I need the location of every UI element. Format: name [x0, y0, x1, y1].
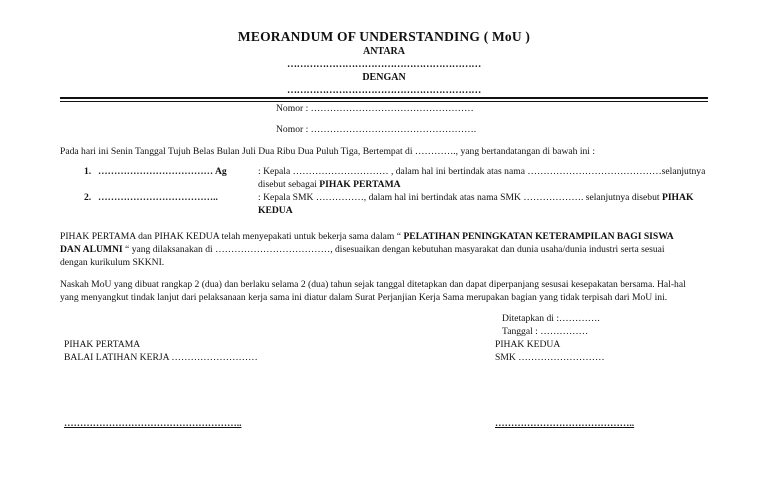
- header-rule-thin: [60, 101, 708, 102]
- para1-text: PIHAK PERTAMA dan PIHAK KEDUA telah menyepakati untuk bekerja sama dalam “: [60, 231, 404, 242]
- party2-name: ………………………………..: [98, 192, 218, 203]
- pihak-label: PIHAK: [661, 192, 694, 203]
- nomor-line-2: Nomor : …………………………………………….: [276, 124, 477, 135]
- antara-label: ANTARA: [362, 46, 406, 57]
- para2-line1: Naskah MoU yang dibuat rangkap 2 (dua) dan berlaku selama 2 (dua) tahun sejak tanggal ditetapkan dan dapat diperpanjang sesusai kesepakatan bersama. Hal-hal: [60, 279, 686, 290]
- intro-text: Pada hari ini Senin Tanggal Tujuh Belas Bulan Juli Dua Ribu Dua Puluh Tiga, Bertempat di …………., yang bertandatangan di bawah ini :: [60, 146, 596, 157]
- para1-mid-text: “ yang dilaksanakan di ………………………………, disesuaikan dengan kebutuhan masyarakat dan dunia usaha/dunia industri serta sesuai: [122, 244, 665, 255]
- dengan-label: DENGAN: [362, 72, 406, 83]
- program-name-2: DAN ALUMNI: [60, 244, 123, 255]
- party1-number: 1.: [84, 166, 92, 177]
- sign-left-line: ………………………………………………..: [64, 418, 242, 429]
- tanggal: Tanggal : ……………: [502, 326, 589, 337]
- sign-right-line: ……………………………………..: [495, 418, 635, 429]
- party2-desc-text: : Kepala SMK ……………, dalam hal ini bertindak atas nama SMK ………………. selanjutnya disebut: [258, 192, 662, 203]
- sign-left-title: PIHAK PERTAMA: [64, 339, 141, 350]
- ditetapkan-di: Ditetapkan di :………….: [502, 313, 600, 324]
- nomor-line-1: Nomor : ……………………………………………: [276, 103, 474, 114]
- header-rule-thick: [60, 97, 708, 99]
- para2-line2: yang menyangkut tindak lanjut dari pelaksanaan kerja sama ini diatur dalam Surat Perjanjian Kerja Sama merupakan bagian yang tidak terpisah dari MoU ini.: [60, 292, 668, 303]
- para1-line3: dengan kurikulum SKKNI.: [60, 257, 165, 268]
- sign-left-org: BALAI LATIHAN KERJA ………………………: [64, 352, 258, 363]
- party1-placeholder: ……………………………………………………: [286, 59, 481, 70]
- program-name-1: PELATIHAN PENINGKATAN KETERAMPILAN BAGI SISWA: [403, 231, 674, 242]
- party2-number: 2.: [84, 192, 92, 203]
- pihak-pertama-label: PIHAK PERTAMA: [319, 179, 401, 190]
- para1-line2: [60, 244, 665, 257]
- party1-name: ……………………………… Ag: [98, 166, 227, 177]
- party1-desc-line1: : Kepala ………………………… , dalam hal ini bertindak atas nama ……………………………………selanjutnya: [258, 166, 706, 177]
- party2-desc-line1: [258, 192, 693, 205]
- sign-right-title: PIHAK KEDUA: [495, 339, 561, 350]
- kedua-label: KEDUA: [258, 205, 293, 216]
- para1-line1: [60, 231, 674, 244]
- party1-desc-line2: [258, 179, 401, 192]
- sign-right-org: SMK ………………………: [495, 352, 605, 363]
- party2-placeholder: ……………………………………………………: [286, 85, 481, 96]
- document-title: MEORANDUM OF UNDERSTANDING ( MoU ): [237, 29, 531, 44]
- party1-desc-text: disebut sebagai: [258, 179, 320, 190]
